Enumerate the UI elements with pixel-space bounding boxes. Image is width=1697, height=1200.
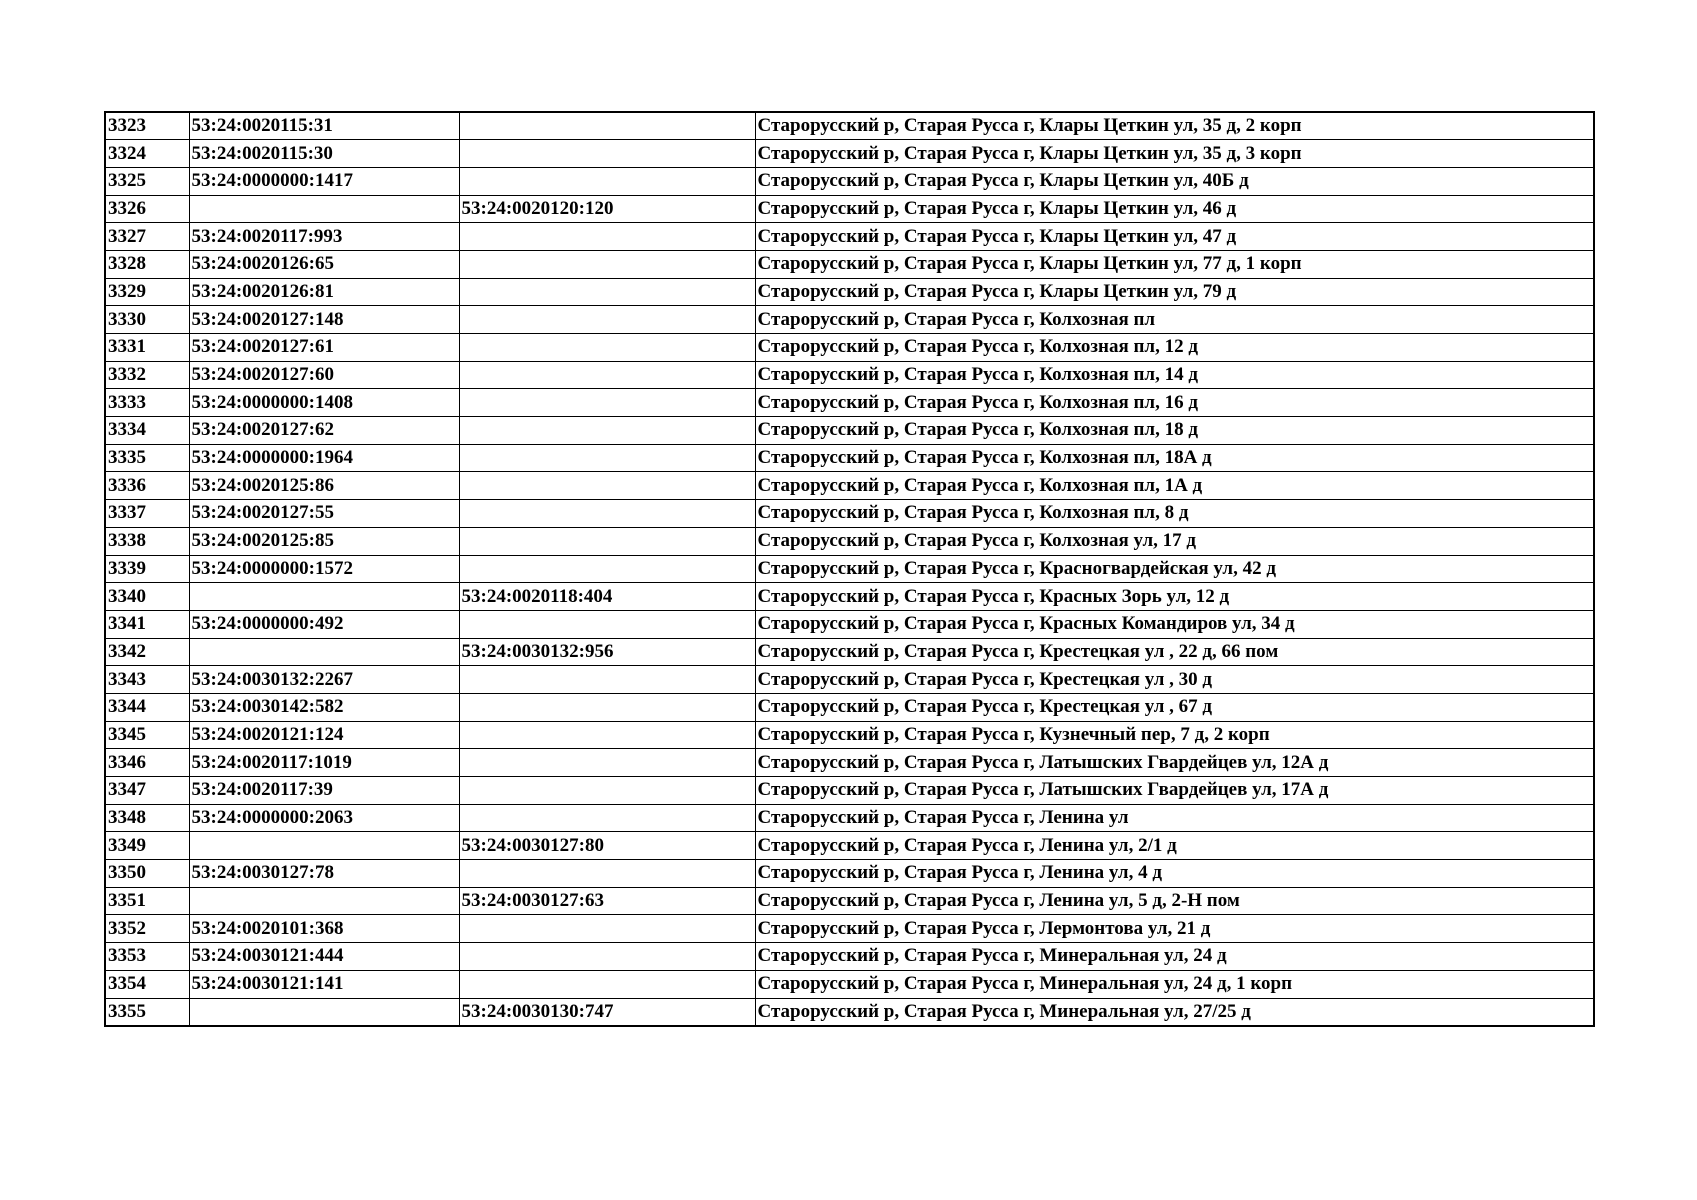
row-number-cell: 3338 bbox=[105, 527, 189, 555]
address-cell: Старорусский р, Старая Русса г, Крестецкая ул , 67 д bbox=[755, 693, 1594, 721]
address-cell: Старорусский р, Старая Русса г, Колхозная пл, 14 д bbox=[755, 361, 1594, 389]
parent-cadastral-number-cell bbox=[459, 693, 755, 721]
cadastral-number-cell: 53:24:0000000:1408 bbox=[189, 389, 459, 417]
table-row bbox=[105, 610, 1594, 638]
cadastral-number-cell: 53:24:0020127:62 bbox=[189, 417, 459, 445]
address-cell: Старорусский р, Старая Русса г, Красных Зорь ул, 12 д bbox=[755, 583, 1594, 611]
table-row bbox=[105, 915, 1594, 943]
address-cell: Старорусский р, Старая Русса г, Клары Цеткин ул, 79 д bbox=[755, 278, 1594, 306]
parent-cadastral-number-cell: 53:24:0030132:956 bbox=[459, 638, 755, 666]
cadastral-number-cell: 53:24:0020117:993 bbox=[189, 223, 459, 251]
table-row bbox=[105, 444, 1594, 472]
address-cell: Старорусский р, Старая Русса г, Латышских Гвардейцев ул, 12А д bbox=[755, 749, 1594, 777]
cadastral-number-cell: 53:24:0030127:78 bbox=[189, 860, 459, 888]
parent-cadastral-number-cell bbox=[459, 666, 755, 694]
parent-cadastral-number-cell bbox=[459, 943, 755, 971]
cadastral-number-cell: 53:24:0020126:81 bbox=[189, 278, 459, 306]
parent-cadastral-number-cell: 53:24:0020118:404 bbox=[459, 583, 755, 611]
cadastral-number-cell: 53:24:0020127:60 bbox=[189, 361, 459, 389]
row-number-cell: 3346 bbox=[105, 749, 189, 777]
parent-cadastral-number-cell bbox=[459, 444, 755, 472]
table-row bbox=[105, 860, 1594, 888]
address-cell: Старорусский р, Старая Русса г, Минеральная ул, 24 д, 1 корп bbox=[755, 970, 1594, 998]
address-cell: Старорусский р, Старая Русса г, Колхозная пл, 1А д bbox=[755, 472, 1594, 500]
parent-cadastral-number-cell bbox=[459, 112, 755, 140]
address-cell: Старорусский р, Старая Русса г, Латышских Гвардейцев ул, 17А д bbox=[755, 777, 1594, 805]
table-row bbox=[105, 555, 1594, 583]
row-number-cell: 3344 bbox=[105, 693, 189, 721]
parent-cadastral-number-cell bbox=[459, 500, 755, 528]
parent-cadastral-number-cell bbox=[459, 223, 755, 251]
address-cell: Старорусский р, Старая Русса г, Колхозная пл, 18 д bbox=[755, 417, 1594, 445]
table-row bbox=[105, 943, 1594, 971]
table-row bbox=[105, 721, 1594, 749]
parent-cadastral-number-cell bbox=[459, 140, 755, 168]
row-number-cell: 3334 bbox=[105, 417, 189, 445]
cadastral-number-cell: 53:24:0020125:86 bbox=[189, 472, 459, 500]
cadastral-number-cell: 53:24:0030132:2267 bbox=[189, 666, 459, 694]
parent-cadastral-number-cell bbox=[459, 915, 755, 943]
address-cell: Старорусский р, Старая Русса г, Крестецкая ул , 22 д, 66 пом bbox=[755, 638, 1594, 666]
table-row bbox=[105, 389, 1594, 417]
address-cell: Старорусский р, Старая Русса г, Колхозная пл, 8 д bbox=[755, 500, 1594, 528]
table-row bbox=[105, 583, 1594, 611]
cadastral-number-cell: 53:24:0000000:1964 bbox=[189, 444, 459, 472]
parent-cadastral-number-cell bbox=[459, 334, 755, 362]
row-number-cell: 3348 bbox=[105, 804, 189, 832]
address-cell: Старорусский р, Старая Русса г, Минеральная ул, 24 д bbox=[755, 943, 1594, 971]
row-number-cell: 3352 bbox=[105, 915, 189, 943]
address-cell: Старорусский р, Старая Русса г, Кузнечный пер, 7 д, 2 корп bbox=[755, 721, 1594, 749]
parent-cadastral-number-cell bbox=[459, 306, 755, 334]
table-row bbox=[105, 140, 1594, 168]
address-cell: Старорусский р, Старая Русса г, Колхозная пл, 18А д bbox=[755, 444, 1594, 472]
row-number-cell: 3331 bbox=[105, 334, 189, 362]
row-number-cell: 3351 bbox=[105, 887, 189, 915]
parent-cadastral-number-cell bbox=[459, 250, 755, 278]
cadastral-number-cell: 53:24:0000000:1417 bbox=[189, 167, 459, 195]
address-cell: Старорусский р, Старая Русса г, Красных Командиров ул, 34 д bbox=[755, 610, 1594, 638]
cadastral-number-cell: 53:24:0030121:141 bbox=[189, 970, 459, 998]
address-cell: Старорусский р, Старая Русса г, Клары Цеткин ул, 35 д, 2 корп bbox=[755, 112, 1594, 140]
row-number-cell: 3327 bbox=[105, 223, 189, 251]
cadastral-number-cell bbox=[189, 195, 459, 223]
address-cell: Старорусский р, Старая Русса г, Клары Цеткин ул, 47 д bbox=[755, 223, 1594, 251]
row-number-cell: 3332 bbox=[105, 361, 189, 389]
table-row bbox=[105, 223, 1594, 251]
parent-cadastral-number-cell bbox=[459, 555, 755, 583]
table-row bbox=[105, 112, 1594, 140]
parent-cadastral-number-cell bbox=[459, 361, 755, 389]
address-cell: Старорусский р, Старая Русса г, Крестецкая ул , 30 д bbox=[755, 666, 1594, 694]
cadastral-number-cell: 53:24:0000000:1572 bbox=[189, 555, 459, 583]
parent-cadastral-number-cell: 53:24:0020120:120 bbox=[459, 195, 755, 223]
address-cell: Старорусский р, Старая Русса г, Колхозная ул, 17 д bbox=[755, 527, 1594, 555]
parent-cadastral-number-cell bbox=[459, 777, 755, 805]
row-number-cell: 3330 bbox=[105, 306, 189, 334]
table-row bbox=[105, 998, 1594, 1026]
table-row bbox=[105, 167, 1594, 195]
table-row bbox=[105, 638, 1594, 666]
row-number-cell: 3347 bbox=[105, 777, 189, 805]
table-row bbox=[105, 195, 1594, 223]
cadastral-number-cell: 53:24:0030121:444 bbox=[189, 943, 459, 971]
parent-cadastral-number-cell: 53:24:0030130:747 bbox=[459, 998, 755, 1026]
row-number-cell: 3355 bbox=[105, 998, 189, 1026]
row-number-cell: 3329 bbox=[105, 278, 189, 306]
table-row bbox=[105, 804, 1594, 832]
row-number-cell: 3353 bbox=[105, 943, 189, 971]
parent-cadastral-number-cell bbox=[459, 278, 755, 306]
address-cell: Старорусский р, Старая Русса г, Ленина ул, 4 д bbox=[755, 860, 1594, 888]
address-cell: Старорусский р, Старая Русса г, Минеральная ул, 27/25 д bbox=[755, 998, 1594, 1026]
cadastral-number-cell: 53:24:0000000:492 bbox=[189, 610, 459, 638]
row-number-cell: 3345 bbox=[105, 721, 189, 749]
parent-cadastral-number-cell bbox=[459, 804, 755, 832]
parent-cadastral-number-cell bbox=[459, 167, 755, 195]
row-number-cell: 3343 bbox=[105, 666, 189, 694]
table-row bbox=[105, 832, 1594, 860]
address-cell: Старорусский р, Старая Русса г, Клары Цеткин ул, 46 д bbox=[755, 195, 1594, 223]
table-row bbox=[105, 887, 1594, 915]
cadastral-number-cell bbox=[189, 998, 459, 1026]
cadastral-number-cell bbox=[189, 832, 459, 860]
parent-cadastral-number-cell bbox=[459, 527, 755, 555]
address-cell: Старорусский р, Старая Русса г, Колхозная пл bbox=[755, 306, 1594, 334]
address-cell: Старорусский р, Старая Русса г, Колхозная пл, 12 д bbox=[755, 334, 1594, 362]
cadastral-number-cell: 53:24:0020115:30 bbox=[189, 140, 459, 168]
parent-cadastral-number-cell bbox=[459, 749, 755, 777]
table-row bbox=[105, 970, 1594, 998]
table-row bbox=[105, 417, 1594, 445]
cadastral-number-cell: 53:24:0020117:1019 bbox=[189, 749, 459, 777]
row-number-cell: 3337 bbox=[105, 500, 189, 528]
row-number-cell: 3328 bbox=[105, 250, 189, 278]
table-row bbox=[105, 693, 1594, 721]
row-number-cell: 3333 bbox=[105, 389, 189, 417]
row-number-cell: 3349 bbox=[105, 832, 189, 860]
row-number-cell: 3326 bbox=[105, 195, 189, 223]
table-row bbox=[105, 527, 1594, 555]
cadastral-number-cell: 53:24:0020115:31 bbox=[189, 112, 459, 140]
address-cell: Старорусский р, Старая Русса г, Клары Цеткин ул, 35 д, 3 корп bbox=[755, 140, 1594, 168]
cadastral-number-cell: 53:24:0020125:85 bbox=[189, 527, 459, 555]
parent-cadastral-number-cell bbox=[459, 472, 755, 500]
property-registry-table bbox=[104, 111, 1595, 1027]
parent-cadastral-number-cell bbox=[459, 389, 755, 417]
address-cell: Старорусский р, Старая Русса г, Клары Цеткин ул, 77 д, 1 корп bbox=[755, 250, 1594, 278]
parent-cadastral-number-cell: 53:24:0030127:80 bbox=[459, 832, 755, 860]
registry-table-body bbox=[105, 112, 1594, 1026]
table-row bbox=[105, 361, 1594, 389]
address-cell: Старорусский р, Старая Русса г, Ленина ул, 5 д, 2-Н пом bbox=[755, 887, 1594, 915]
cadastral-number-cell: 53:24:0020127:61 bbox=[189, 334, 459, 362]
parent-cadastral-number-cell bbox=[459, 610, 755, 638]
address-cell: Старорусский р, Старая Русса г, Клары Цеткин ул, 40Б д bbox=[755, 167, 1594, 195]
address-cell: Старорусский р, Старая Русса г, Ленина ул bbox=[755, 804, 1594, 832]
table-row bbox=[105, 666, 1594, 694]
row-number-cell: 3325 bbox=[105, 167, 189, 195]
address-cell: Старорусский р, Старая Русса г, Красногвардейская ул, 42 д bbox=[755, 555, 1594, 583]
table-row bbox=[105, 777, 1594, 805]
cadastral-number-cell: 53:24:0020127:55 bbox=[189, 500, 459, 528]
row-number-cell: 3324 bbox=[105, 140, 189, 168]
row-number-cell: 3336 bbox=[105, 472, 189, 500]
address-cell: Старорусский р, Старая Русса г, Колхозная пл, 16 д bbox=[755, 389, 1594, 417]
address-cell: Старорусский р, Старая Русса г, Ленина ул, 2/1 д bbox=[755, 832, 1594, 860]
table-row bbox=[105, 334, 1594, 362]
cadastral-number-cell: 53:24:0020126:65 bbox=[189, 250, 459, 278]
parent-cadastral-number-cell bbox=[459, 417, 755, 445]
parent-cadastral-number-cell bbox=[459, 860, 755, 888]
cadastral-number-cell: 53:24:0030142:582 bbox=[189, 693, 459, 721]
table-row bbox=[105, 500, 1594, 528]
parent-cadastral-number-cell: 53:24:0030127:63 bbox=[459, 887, 755, 915]
table-row bbox=[105, 749, 1594, 777]
cadastral-number-cell: 53:24:0020117:39 bbox=[189, 777, 459, 805]
row-number-cell: 3342 bbox=[105, 638, 189, 666]
table-row bbox=[105, 472, 1594, 500]
row-number-cell: 3339 bbox=[105, 555, 189, 583]
address-cell: Старорусский р, Старая Русса г, Лермонтова ул, 21 д bbox=[755, 915, 1594, 943]
parent-cadastral-number-cell bbox=[459, 721, 755, 749]
row-number-cell: 3340 bbox=[105, 583, 189, 611]
row-number-cell: 3323 bbox=[105, 112, 189, 140]
row-number-cell: 3350 bbox=[105, 860, 189, 888]
cadastral-number-cell: 53:24:0020121:124 bbox=[189, 721, 459, 749]
cadastral-number-cell: 53:24:0020101:368 bbox=[189, 915, 459, 943]
cadastral-number-cell bbox=[189, 887, 459, 915]
row-number-cell: 3354 bbox=[105, 970, 189, 998]
cadastral-number-cell: 53:24:0000000:2063 bbox=[189, 804, 459, 832]
table-row bbox=[105, 306, 1594, 334]
row-number-cell: 3335 bbox=[105, 444, 189, 472]
cadastral-number-cell bbox=[189, 638, 459, 666]
cadastral-number-cell bbox=[189, 583, 459, 611]
table-row bbox=[105, 278, 1594, 306]
parent-cadastral-number-cell bbox=[459, 970, 755, 998]
cadastral-number-cell: 53:24:0020127:148 bbox=[189, 306, 459, 334]
row-number-cell: 3341 bbox=[105, 610, 189, 638]
table-row bbox=[105, 250, 1594, 278]
